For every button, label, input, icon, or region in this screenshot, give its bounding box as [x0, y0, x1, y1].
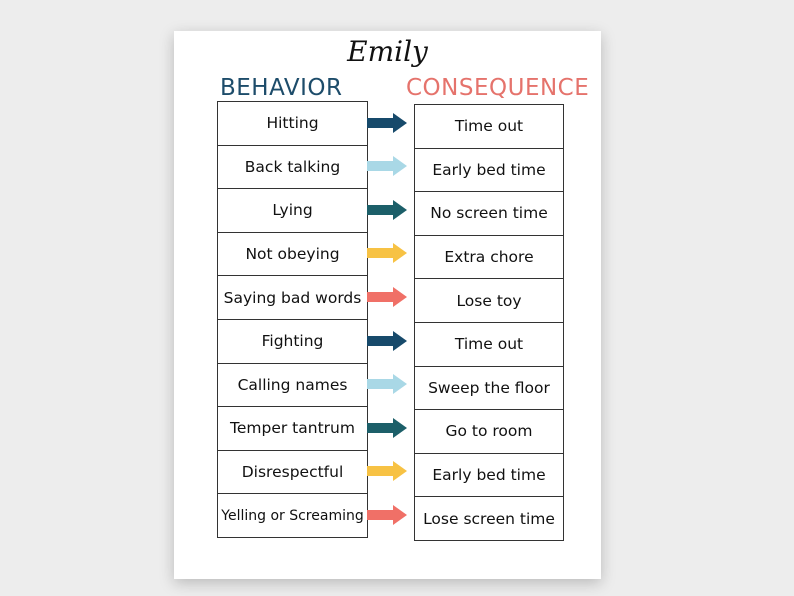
arrow-right-icon: [367, 374, 407, 394]
behavior-cell: Fighting: [218, 320, 367, 364]
consequence-cell: Extra chore: [415, 236, 563, 280]
consequence-cell: Go to room: [415, 410, 563, 454]
arrow-right-icon: [367, 461, 407, 481]
behavior-cell: Disrespectful: [218, 451, 367, 495]
consequence-cell: Lose toy: [415, 279, 563, 323]
consequence-table: [414, 104, 564, 541]
consequence-cell: Time out: [415, 323, 563, 367]
behavior-table: [217, 101, 368, 538]
arrow-right-icon: [367, 200, 407, 220]
arrow-right-icon: [367, 243, 407, 263]
child-name-title: Emily: [347, 35, 428, 68]
consequence-header: CONSEQUENCE: [406, 75, 590, 101]
behavior-cell: Yelling or Screaming: [221, 507, 364, 524]
arrow-right-icon: [367, 505, 407, 525]
consequence-cell: Time out: [415, 105, 563, 149]
consequence-cell: Sweep the floor: [415, 367, 563, 411]
behavior-cell: Temper tantrum: [218, 407, 367, 451]
behavior-cell: Saying bad words: [218, 276, 367, 320]
arrow-right-icon: [367, 156, 407, 176]
behavior-cell: Calling names: [218, 364, 367, 408]
behavior-cell: Back talking: [218, 146, 367, 190]
chart-page: [174, 31, 601, 579]
consequence-cell: Lose screen time: [423, 509, 555, 528]
behavior-cell: Hitting: [218, 102, 367, 146]
consequence-cell: Early bed time: [415, 149, 563, 193]
arrow-right-icon: [367, 113, 407, 133]
behavior-cell: Not obeying: [218, 233, 367, 277]
arrow-right-icon: [367, 331, 407, 351]
arrow-right-icon: [367, 287, 407, 307]
behavior-cell: Lying: [218, 189, 367, 233]
consequence-cell: Early bed time: [415, 454, 563, 498]
behavior-header: BEHAVIOR: [220, 75, 343, 101]
arrow-right-icon: [367, 418, 407, 438]
consequence-cell: No screen time: [415, 192, 563, 236]
